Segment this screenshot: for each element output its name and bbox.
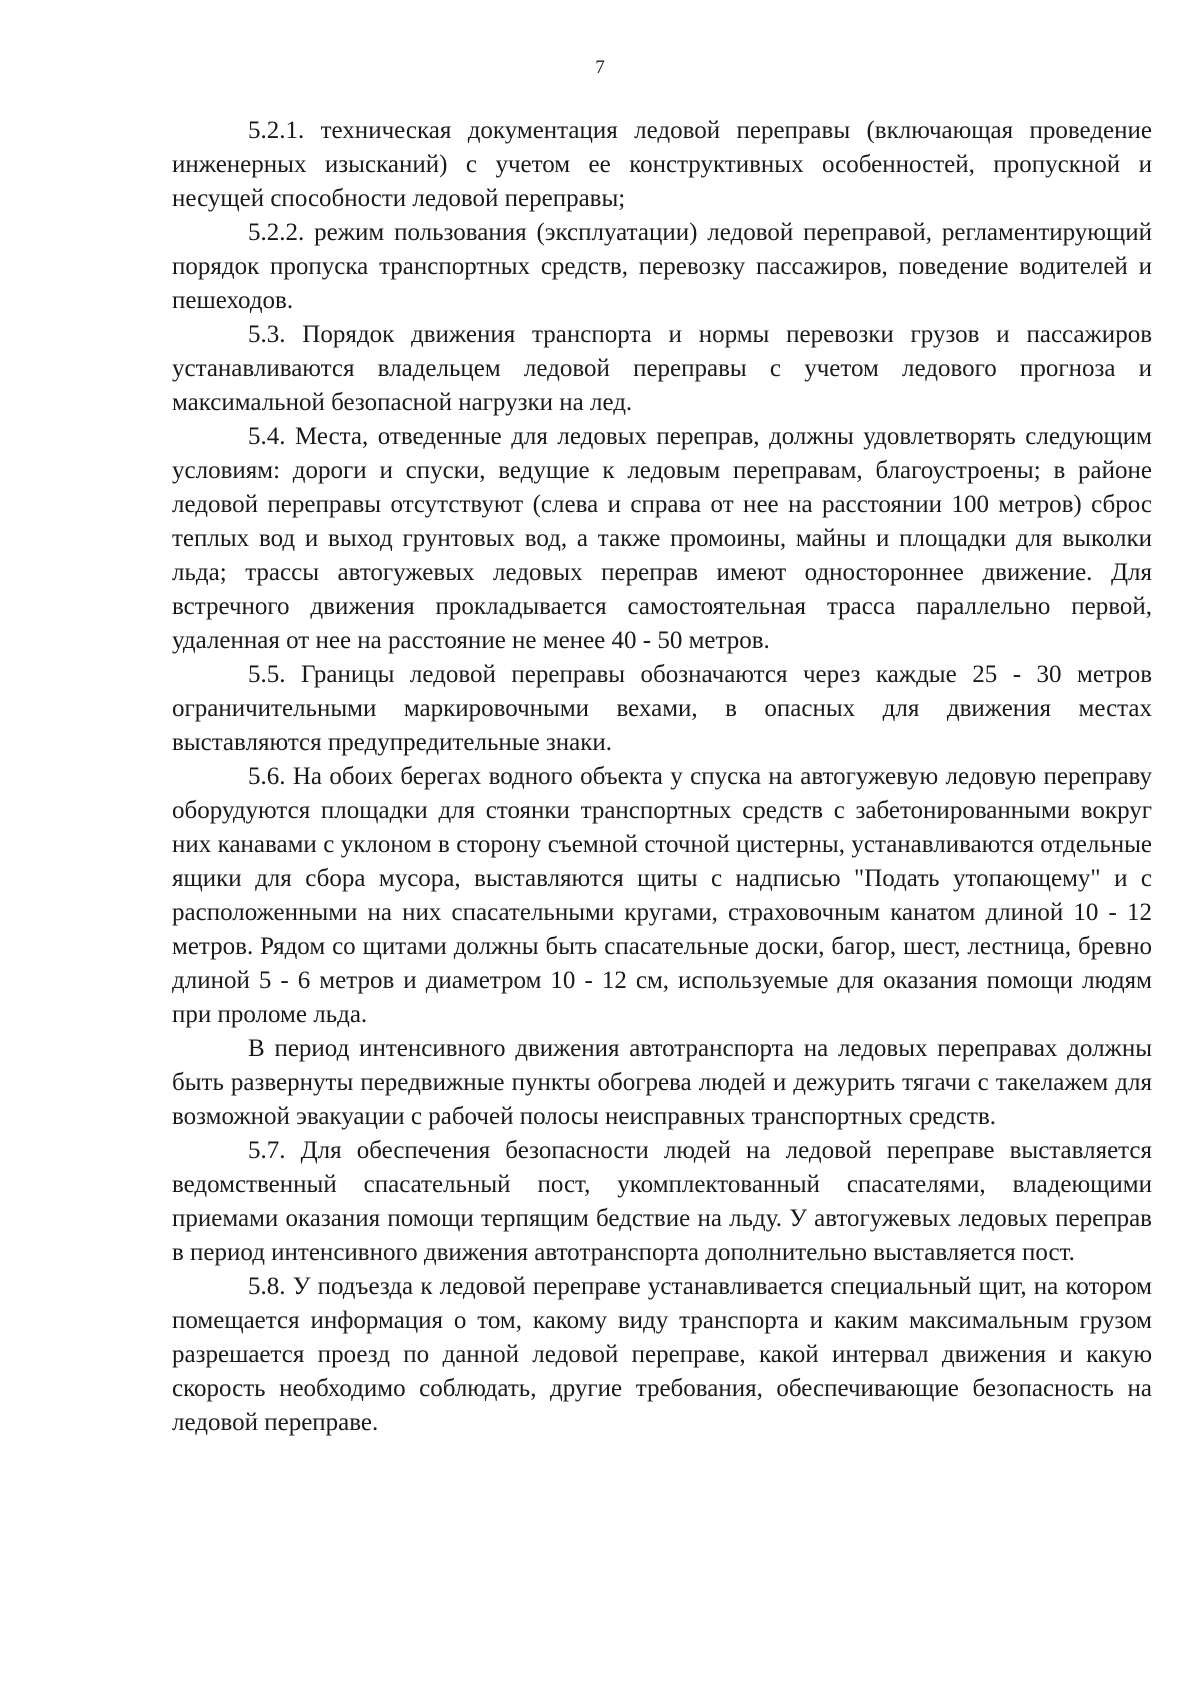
clause-5-8: 5.8. У подъезда к ледовой переправе устанавливается специальный щит, на котором помещается информация о том, какому виду транспорта и каким максимальным грузом разрешается проезд по данной ледовой переправе, какой интервал движения и какую скорость необходимо соблюдать, другие требования, обеспечивающие безопасность на ледовой переправе. bbox=[172, 1273, 1152, 1436]
clause-5-3: 5.3. Порядок движения транспорта и нормы перевозки грузов и пассажиров устанавливаются владельцем ледовой переправы с учетом ледового прогноза и максимальной безопасной нагрузки на лед. bbox=[172, 321, 1152, 416]
clause-5-2-1: 5.2.1. техническая документация ледовой переправы (включающая проведение инженерных изысканий) с учетом ее конструктивных особенностей, пропускной и несущей способности ледовой переправы; bbox=[172, 117, 1152, 212]
clause-5-2-2: 5.2.2. режим пользования (эксплуатации) ледовой переправой, регламентирующий порядок пропуска транспортных средств, перевозку пассажиров, поведение водителей и пешеходов. bbox=[172, 219, 1152, 314]
document-body bbox=[172, 114, 1152, 1440]
clause-5-7: 5.7. Для обеспечения безопасности людей на ледовой переправе выставляется ведомственный спасательный пост, укомплектованный спасателями, владеющими приемами оказания помощи терпящим бедствие на льду. У автогужевых ледовых переправ в период интенсивного движения автотранспорта дополнительно выставляется пост. bbox=[172, 1137, 1152, 1266]
clause-5-6-continuation: В период интенсивного движения автотранспорта на ледовых переправах должны быть развернуты передвижные пункты обогрева людей и дежурить тягачи с такелажем для возможной эвакуации с рабочей полосы неисправных транспортных средств. bbox=[172, 1035, 1152, 1130]
clause-5-5: 5.5. Границы ледовой переправы обозначаются через каждые 25 - 30 метров ограничительными маркировочными вехами, в опасных для движения местах выставляются предупредительные знаки. bbox=[172, 661, 1152, 756]
clause-5-4: 5.4. Места, отведенные для ледовых переправ, должны удовлетворять следующим условиям: дороги и спуски, ведущие к ледовым переправам, благоустроены; в районе ледовой переправы отсутствуют (слева и справа от нее на расстоянии 100 метров) сброс теплых вод и выход грунтовых вод, а также промоины, майны и площадки для выколки льда; трассы автогужевых ледовых переправ имеют одностороннее движение. Для встречного движения прокладывается самостоятельная трасса параллельно первой, удаленная от нее на расстояние не менее 40 - 50 метров. bbox=[172, 423, 1152, 654]
page-number: 7 bbox=[595, 57, 605, 78]
clause-5-6: 5.6. На обоих берегах водного объекта у спуска на автогужевую ледовую переправу оборудуются площадки для стоянки транспортных средств с забетонированными вокруг них канавами с уклоном в сторону съемной сточной цистерны, устанавливаются отдельные ящики для сбора мусора, выставляются щиты с надписью "Подать утопающему" и с расположенными на них спасательными кругами, страховочным канатом длиной 10 - 12 метров. Рядом со щитами должны быть спасательные доски, багор, шест, лестница, бревно длиной 5 - 6 метров и диаметром 10 - 12 см, используемые для оказания помощи людям при проломе льда. bbox=[172, 763, 1152, 1028]
